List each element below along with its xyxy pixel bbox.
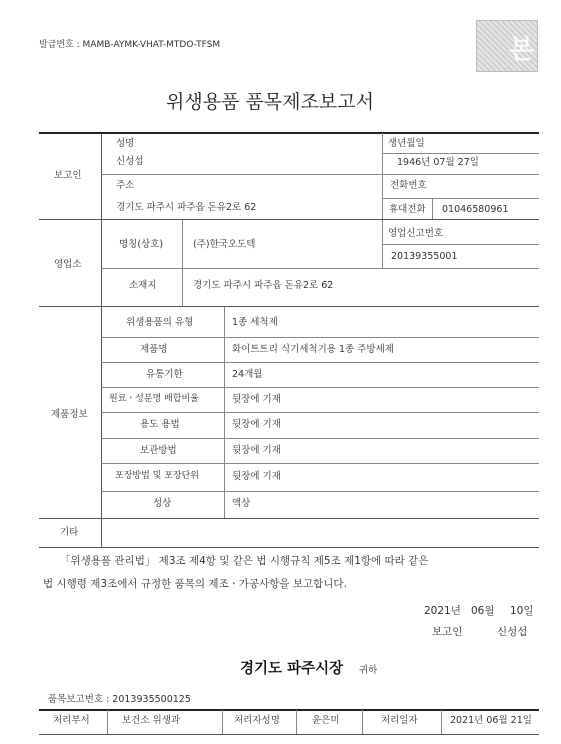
business-location: 경기도 파주시 파주읍 돈유2로 62 xyxy=(193,280,334,291)
appearance-value: 액상 xyxy=(232,498,251,509)
usage-label: 용도 용법 xyxy=(140,419,180,430)
address-label: 주소 xyxy=(116,180,135,191)
statement-line1: 「위생용품 관리법」 제3조 제4항 및 같은 법 시행규칙 제5조 제1항에 따라 같은 xyxy=(60,555,429,567)
page-title: 위생용품 품목제조보고서 xyxy=(166,91,374,113)
expiry-value: 24개월 xyxy=(232,369,263,380)
license-number: 20139355001 xyxy=(391,251,458,262)
birth-date: 1946년 07월 27일 xyxy=(397,157,479,168)
usage-value: 뒷장에 기재 xyxy=(232,419,281,430)
license-label: 영업신고번호 xyxy=(388,228,444,239)
phone-label: 전화번호 xyxy=(390,180,427,191)
recipient: 경기도 파주시장 xyxy=(240,661,344,677)
officer-label: 처리자성명 xyxy=(234,715,280,726)
name-label: 성명 xyxy=(116,138,135,149)
mobile-label: 휴대전화 xyxy=(389,204,426,215)
packaging-label: 포장방법 및 포장단위 xyxy=(115,471,199,481)
mobile-number: 01046580961 xyxy=(442,204,509,215)
birth-label: 생년월일 xyxy=(388,138,425,149)
issue-number: 발급번호 : MAMB-AYMK-VHAT-MTDO-TFSM xyxy=(39,40,221,50)
signer-name: 신성섭 xyxy=(497,626,528,638)
location-label: 소재지 xyxy=(129,280,157,291)
reporter-name: 신성섭 xyxy=(116,156,144,167)
expiry-label: 유통기한 xyxy=(146,369,183,380)
product-type-value: 1종 세척제 xyxy=(232,317,278,328)
process-date-label: 처리일자 xyxy=(381,715,418,726)
product-type-label: 위생용품의 유형 xyxy=(126,317,194,328)
ingredients-value: 뒷장에 기재 xyxy=(232,394,281,405)
reporter-section-label: 보고인 xyxy=(54,170,82,181)
signer-label: 보고인 xyxy=(432,626,463,638)
stamp-char: 본 xyxy=(508,35,534,65)
seal-stamp xyxy=(476,20,538,72)
product-name-label: 제품명 xyxy=(140,344,168,355)
storage-label: 보관방법 xyxy=(140,445,177,456)
date-day: 10일 xyxy=(510,605,534,617)
table-top-border xyxy=(39,132,539,134)
date-year: 2021년 xyxy=(424,605,461,617)
date-month: 06월 xyxy=(471,605,495,617)
product-name-value: 화이트트리 식기세척기용 1종 주방세제 xyxy=(232,344,394,355)
etc-label: 기타 xyxy=(60,527,79,538)
officer-value: 윤은미 xyxy=(312,715,340,726)
product-section-label: 제품정보 xyxy=(51,409,88,420)
report-number: 품목보고번호 : 2013935500125 xyxy=(48,694,191,705)
business-section-label: 영업소 xyxy=(54,259,82,270)
recipient-suffix: 귀하 xyxy=(359,665,378,676)
reporter-address: 경기도 파주시 파주읍 돈유2로 62 xyxy=(116,202,257,213)
ingredients-label: 원료ㆍ성분명 배합비율 xyxy=(109,394,199,404)
dept-label: 처리부서 xyxy=(53,715,90,726)
business-name-label: 명칭(상호) xyxy=(119,239,164,250)
storage-value: 뒷장에 기재 xyxy=(232,445,281,456)
packaging-value: 뒷장에 기재 xyxy=(232,471,281,482)
business-name: (주)한국오도텍 xyxy=(193,239,256,250)
statement-line2: 법 시행령 제3조에서 규정한 품목의 제조ㆍ가공사항을 보고합니다. xyxy=(43,578,347,590)
dept-value: 보건소 위생과 xyxy=(122,715,181,726)
process-date-value: 2021년 06월 21일 xyxy=(450,715,532,726)
appearance-label: 성상 xyxy=(153,498,172,509)
